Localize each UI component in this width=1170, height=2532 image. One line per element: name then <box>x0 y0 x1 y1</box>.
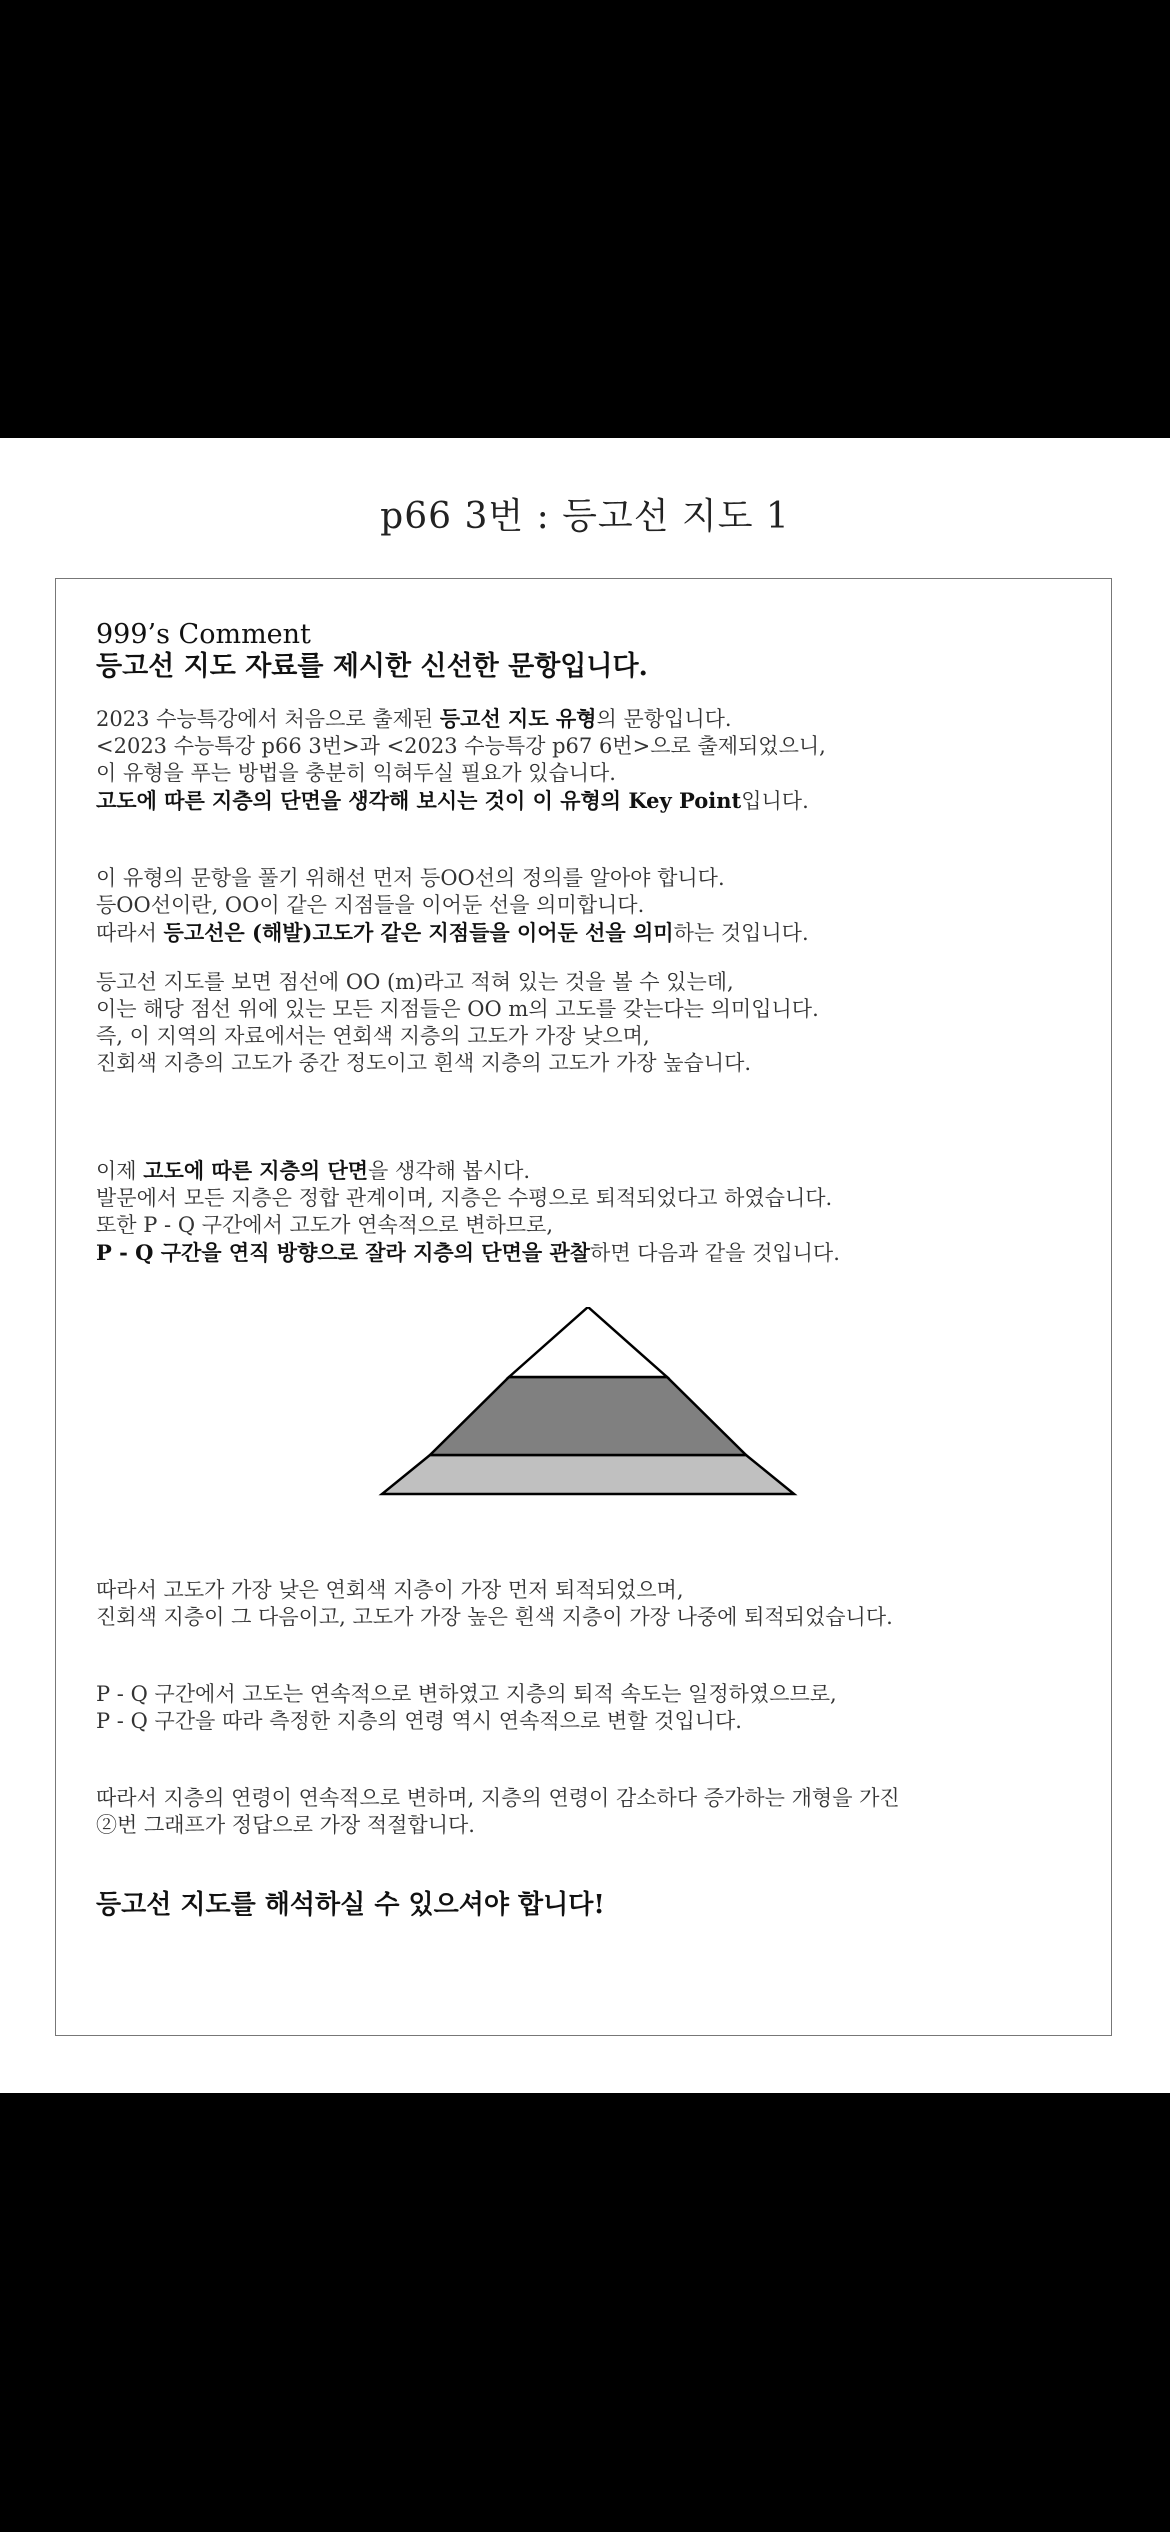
stratum-top-white <box>509 1307 667 1377</box>
closing-remark: 등고선 지도를 해석하실 수 있으셔야 합니다! <box>96 1890 605 1920</box>
paragraph-7-line-2: ②번 그래프가 정답으로 가장 적절합니다. <box>96 1813 475 1837</box>
paragraph-1-line-4: 고도에 따른 지층의 단면을 생각해 보시는 것이 이 유형의 Key Point입니다. <box>96 788 809 813</box>
paragraph-3-line-4: 진회색 지층의 고도가 중간 정도이고 흰색 지층의 고도가 가장 높습니다. <box>96 1051 752 1075</box>
paragraph-1-line-1: 2023 수능특강에서 처음으로 출제된 등고선 지도 유형의 문항입니다. <box>96 706 732 731</box>
paragraph-6-line-1: P - Q 구간에서 고도는 연속적으로 변하였고 지층의 퇴적 속도는 일정하였으므로, <box>96 1682 837 1706</box>
paragraph-5-line-1: 따라서 고도가 가장 낮은 연회색 지층이 가장 먼저 퇴적되었으며, <box>96 1578 684 1602</box>
page-title: p66 3번 : 등고선 지도 1 <box>380 496 790 537</box>
paragraph-7-line-1: 따라서 지층의 연령이 연속적으로 변하며, 지층의 연령이 감소하다 증가하는 개형을 가진 <box>96 1786 900 1810</box>
strata-cross-section-svg <box>96 1307 1086 1547</box>
document-page <box>0 438 1170 2093</box>
paragraph-3-line-2: 이는 해당 점선 위에 있는 모든 지점들은 OO m의 고도를 갖는다는 의미입니다. <box>96 997 819 1021</box>
paragraph-5-line-2: 진회색 지층이 그 다음이고, 고도가 가장 높은 흰색 지층이 가장 나중에 퇴적되었습니다. <box>96 1605 893 1629</box>
paragraph-6-line-2: P - Q 구간을 따라 측정한 지층의 연령 역시 연속적으로 변할 것입니다. <box>96 1709 742 1733</box>
comment-subtitle: 등고선 지도 자료를 제시한 신선한 문항입니다. <box>96 651 648 682</box>
paragraph-3-line-1: 등고선 지도를 보면 점선에 OO (m)라고 적혀 있는 것을 볼 수 있는데, <box>96 970 734 994</box>
paragraph-2-line-3: 따라서 등고선은 (해발)고도가 같은 지점들을 이어둔 선을 의미하는 것입니다. <box>96 920 809 945</box>
paragraph-3-line-3: 즉, 이 지역의 자료에서는 연회색 지층의 고도가 가장 낮으며, <box>96 1024 650 1048</box>
comment-box <box>55 578 1112 2036</box>
paragraph-4-line-4: P - Q 구간을 연직 방향으로 잘라 지층의 단면을 관찰하면 다음과 같을 것입니다. <box>96 1240 840 1265</box>
paragraph-1-line-3: 이 유형을 푸는 방법을 충분히 익혀두실 필요가 있습니다. <box>96 761 616 785</box>
stratum-middle-dark-gray <box>430 1377 746 1455</box>
paragraph-1-line-2: <2023 수능특강 p66 3번>과 <2023 수능특강 p67 6번>으로 출제되었으니, <box>96 734 826 758</box>
paragraph-2-line-2: 등OO선이란, OO이 같은 지점들을 이어둔 선을 의미합니다. <box>96 893 645 917</box>
paragraph-4-line-1: 이제 고도에 따른 지층의 단면을 생각해 봅시다. <box>96 1158 531 1183</box>
paragraph-4-line-2: 발문에서 모든 지층은 정합 관계이며, 지층은 수평으로 퇴적되었다고 하였습니다. <box>96 1186 833 1210</box>
comment-header: 999’s Comment <box>96 619 311 650</box>
paragraph-4-line-3: 또한 P - Q 구간에서 고도가 연속적으로 변하므로, <box>96 1213 553 1237</box>
paragraph-2-line-1: 이 유형의 문항을 풀기 위해선 먼저 등OO선의 정의를 알아야 합니다. <box>96 866 725 890</box>
strata-cross-section-diagram <box>96 1267 1086 1577</box>
stratum-bottom-light-gray <box>382 1455 794 1494</box>
comment-content <box>96 619 1086 1921</box>
